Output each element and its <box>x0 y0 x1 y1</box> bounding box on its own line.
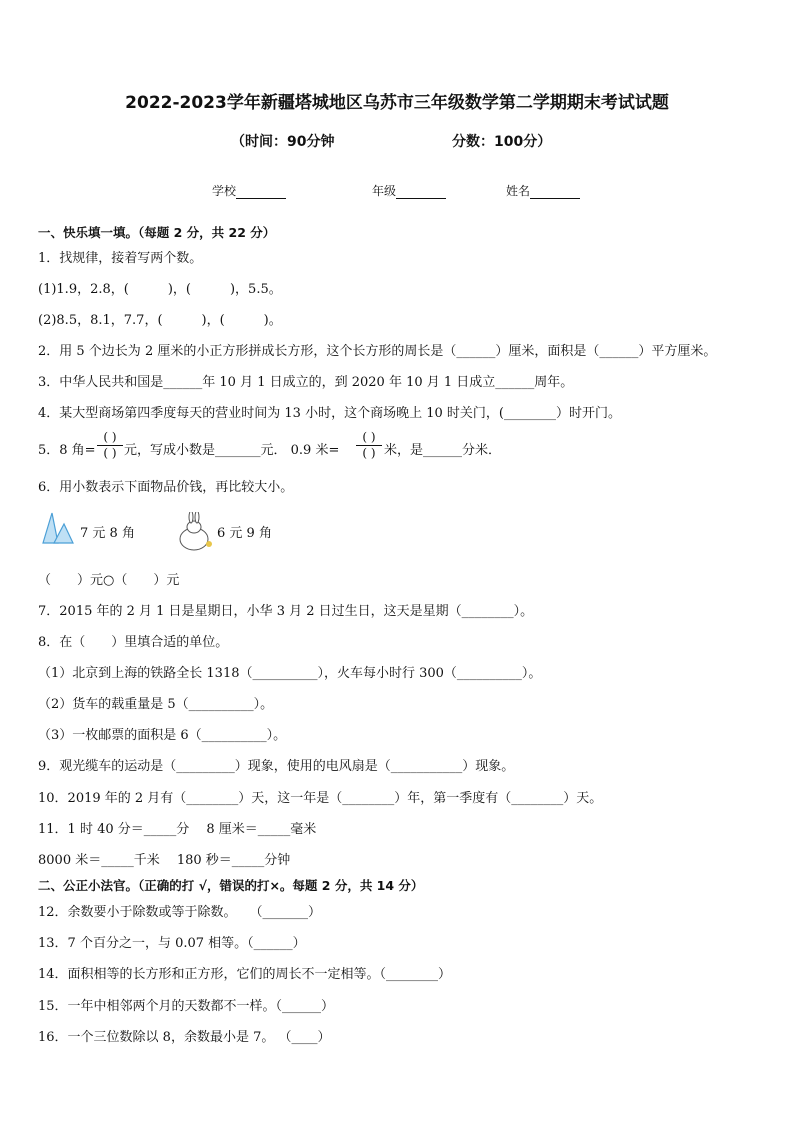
fraction-1-denominator: ( ) <box>97 445 123 460</box>
name-label: 姓名 <box>506 184 531 198</box>
question-6: 6．用小数表示下面物品价钱，再比较大小。 <box>38 480 294 495</box>
item-1-price: 7 元 8 角 <box>80 526 135 541</box>
question-4: 4．某大型商场第四季度每天的营业时间为 13 小时，这个商场晚上 10 时关门，(________）时开门。 <box>38 406 621 421</box>
fraction-2 <box>356 430 382 460</box>
grade-field[interactable] <box>372 182 446 199</box>
grade-blank[interactable] <box>396 184 446 199</box>
section-2-heading: 二、公正小法官。（正确的打 √，错误的打×。每题 2 分，共 14 分） <box>38 878 424 893</box>
item-2-price: 6 元 9 角 <box>217 526 272 541</box>
exam-score: 分数：100分） <box>452 134 552 150</box>
question-13: 13．7 个百分之一，与 0.07 相等。（______） <box>38 936 306 951</box>
question-16: 16．一个三位数除以 8，余数最小是 7。 （____） <box>38 1030 331 1045</box>
fraction-2-denominator: ( ) <box>356 445 382 460</box>
question-5-part-b: 元，写成小数是_______元． 0.9 米= <box>124 443 340 458</box>
question-9: 9．观光缆车的运动是（_________）现象，使用的电风扇是（___________）现象。 <box>38 759 515 774</box>
question-11-part-2: 8000 米＝_____千米 180 秒＝_____分钟 <box>38 853 291 868</box>
question-1: 1．找规律，接着写两个数。 <box>38 251 203 266</box>
question-14: 14．面积相等的长方形和正方形，它们的周长不一定相等。（________） <box>38 967 452 982</box>
question-15: 15．一年中相邻两个月的天数都不一样。（______） <box>38 999 335 1014</box>
name-blank[interactable] <box>530 184 580 199</box>
fraction-1-numerator: ( ) <box>103 430 117 444</box>
question-12: 12．余数要小于除数或等于除数。 （_______） <box>38 905 322 920</box>
school-blank[interactable] <box>236 184 286 199</box>
question-8-part-2: （2）货车的载重量是 5（__________）。 <box>38 697 274 712</box>
question-3: 3．中华人民共和国是______年 10 月 1 日成立的，到 2020 年 10 月 1 日成立______周年。 <box>38 375 574 390</box>
question-1-part-1: (1)1.9，2.8，( )，( )，5.5。 <box>38 282 282 297</box>
question-11-part-1: 11．1 时 40 分＝_____分 8 厘米＝_____毫米 <box>38 822 317 837</box>
school-field[interactable] <box>212 182 286 199</box>
question-6-answer: （ ）元○（ ）元 <box>38 573 180 588</box>
question-10: 10．2019 年的 2 月有（________）天，这一年是（________）年，第一季度有（________）天。 <box>38 791 603 806</box>
question-5-part-c: 米，是______分米． <box>384 443 502 458</box>
school-label: 学校 <box>212 184 237 198</box>
page-title: 2022-2023学年新疆塔城地区乌苏市三年级数学第二学期期末考试试题 <box>125 93 669 113</box>
question-8: 8．在（ ）里填合适的单位。 <box>38 635 229 650</box>
exam-time: （时间：90分钟 <box>231 134 335 150</box>
question-8-part-3: （3）一枚邮票的面积是 6（__________）。 <box>38 728 287 743</box>
section-1-heading: 一、快乐填一填。（每题 2 分，共 22 分） <box>38 225 276 240</box>
rabbit-toy-icon <box>172 512 214 552</box>
triangle-ruler-icon <box>40 510 76 546</box>
question-7: 7．2015 年的 2 月 1 日是星期日，小华 3 月 2 日过生日，这天是星期（________）。 <box>38 604 534 619</box>
question-2: 2．用 5 个边长为 2 厘米的小正方形拼成长方形，这个长方形的周长是（______）厘米，面积是（______）平方厘米。 <box>38 344 717 359</box>
fraction-2-numerator: ( ) <box>362 430 376 444</box>
question-5-part-a: 5．8 角= <box>38 443 96 458</box>
grade-label: 年级 <box>372 184 397 198</box>
fraction-1 <box>97 430 123 460</box>
name-field[interactable] <box>506 182 580 199</box>
question-1-part-2: (2)8.5，8.1，7.7，( )，( )。 <box>38 313 282 328</box>
question-8-part-1: （1）北京到上海的铁路全长 1318（__________），火车每小时行 300（__________）。 <box>38 666 542 681</box>
